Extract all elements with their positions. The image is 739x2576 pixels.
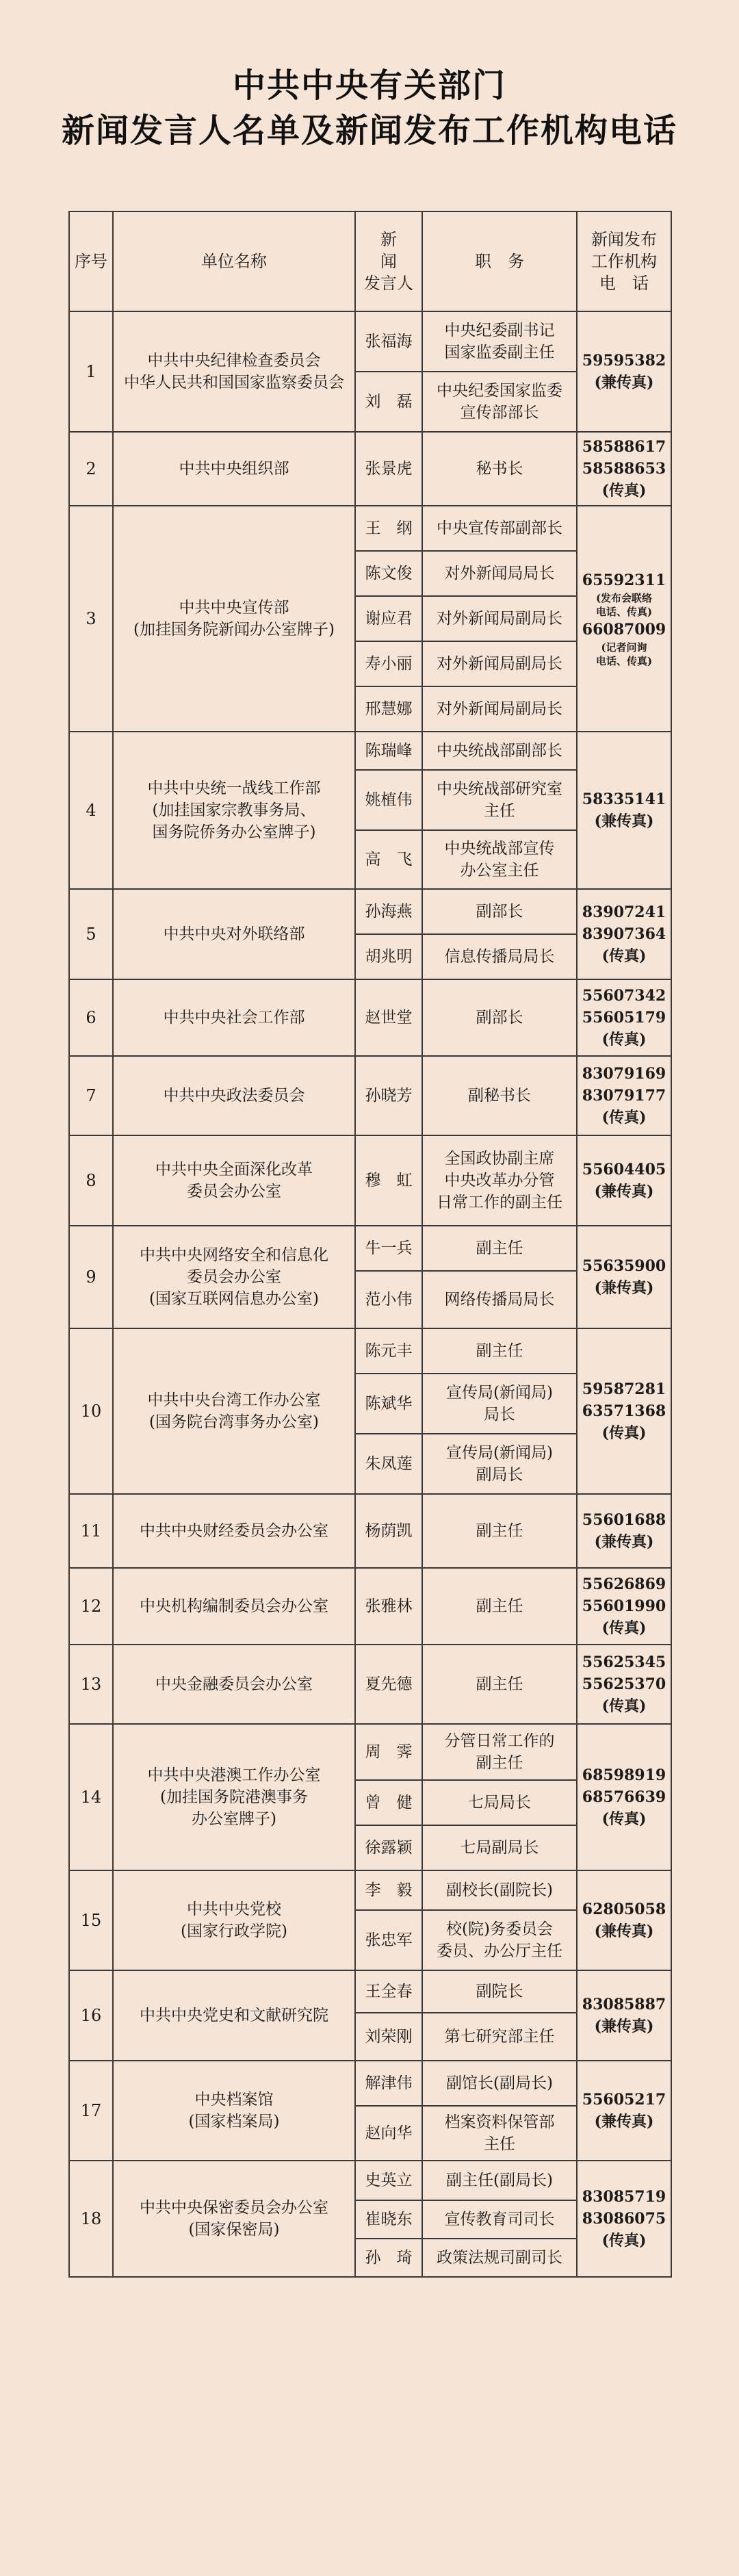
phone-line: (传真) xyxy=(601,2232,647,2250)
unit-name-line: 中共中央网络安全和信息化 xyxy=(140,1246,328,1264)
phone-line: 55604405 xyxy=(582,1161,666,1178)
speaker-name: 赵向华 xyxy=(355,2106,422,2161)
speaker-position xyxy=(422,1825,577,1870)
speaker-position xyxy=(422,1434,577,1494)
unit-name-line: 中共中央台湾工作办公室 xyxy=(147,1391,321,1409)
unit-name-line: 中央档案馆 xyxy=(194,2091,274,2109)
unit-name xyxy=(113,1056,355,1135)
phone-line: 83907241 xyxy=(582,903,666,921)
unit-name xyxy=(113,1494,355,1568)
speaker-name: 姚植伟 xyxy=(355,770,422,830)
speaker-position xyxy=(422,889,577,934)
phone-line: (兼传真) xyxy=(594,1922,654,1940)
speaker-name: 陈斌华 xyxy=(355,1374,422,1434)
phone-number xyxy=(577,1970,671,2061)
speaker-name: 刘荣刚 xyxy=(355,2013,422,2061)
speaker-name: 朱凤莲 xyxy=(355,1434,422,1494)
speaker-position xyxy=(422,1135,577,1226)
speaker-position xyxy=(422,1568,577,1645)
unit-name xyxy=(113,1970,355,2061)
unit-name-line: 委员会办公室 xyxy=(187,1268,281,1286)
phone-line: (兼传真) xyxy=(594,812,654,830)
speaker-position xyxy=(422,432,577,506)
speaker-position xyxy=(422,934,577,979)
row-index: 18 xyxy=(69,2161,113,2277)
speaker-position xyxy=(422,1494,577,1568)
table-row xyxy=(69,506,671,551)
header-phone-line: 工作机构 xyxy=(591,252,657,271)
speaker-position xyxy=(422,2200,577,2239)
table-row xyxy=(69,1226,671,1271)
header-speaker xyxy=(355,211,422,311)
header-speaker-line: 发言人 xyxy=(364,274,413,293)
speaker-name: 王全春 xyxy=(355,1970,422,2013)
phone-line: (传真) xyxy=(601,1697,647,1715)
position-line: 副主任(副局长) xyxy=(446,2172,553,2189)
phone-line: (传真) xyxy=(601,1424,647,1442)
unit-name-line: 中共中央全面深化改革 xyxy=(155,1161,313,1178)
position-line: 对外新闻局副局长 xyxy=(437,700,562,718)
position-line: 副主任 xyxy=(476,1754,523,1772)
speaker-position xyxy=(422,732,577,770)
phone-line: 55605179 xyxy=(582,1009,666,1027)
position-line: 对外新闻局局长 xyxy=(444,565,555,582)
unit-name-line: (国务院台湾事务办公室) xyxy=(149,1413,319,1431)
speaker-name: 解津伟 xyxy=(355,2061,422,2106)
speaker-name: 史英立 xyxy=(355,2161,422,2200)
speaker-name: 崔晓东 xyxy=(355,2200,422,2239)
row-index: 4 xyxy=(69,732,113,889)
spokesperson-table xyxy=(68,211,672,2278)
speaker-name: 王 纲 xyxy=(355,506,422,551)
unit-name-line: 中共中央纪律检查委员会 xyxy=(147,352,321,370)
table-row xyxy=(69,1870,671,1910)
speaker-name: 李 毅 xyxy=(355,1870,422,1910)
position-line: 信息传播局局长 xyxy=(444,948,555,966)
speaker-name: 夏先德 xyxy=(355,1645,422,1724)
row-index: 3 xyxy=(69,506,113,732)
position-line: 第七研究部主任 xyxy=(444,2028,555,2046)
phone-line: 58588617 xyxy=(582,438,666,456)
table-row xyxy=(69,2161,671,2200)
phone-line: 55601688 xyxy=(582,1511,666,1529)
table-row xyxy=(69,889,671,934)
position-line: 宣传局(新闻局) xyxy=(446,1444,553,1462)
position-line: 委员、办公厅主任 xyxy=(437,1942,562,1960)
position-line: 秘书长 xyxy=(476,460,523,478)
unit-name xyxy=(113,1568,355,1645)
row-index: 14 xyxy=(69,1724,113,1870)
speaker-name: 牛一兵 xyxy=(355,1226,422,1271)
row-index: 17 xyxy=(69,2061,113,2161)
unit-name-line: (加挂国务院港澳事务 xyxy=(160,1788,308,1806)
position-line: 主任 xyxy=(484,2135,515,2153)
phone-number xyxy=(577,2061,671,2161)
header-phone-line: 新闻发布 xyxy=(591,230,657,249)
position-line: 中央纪委副书记 xyxy=(444,322,555,339)
phone-number xyxy=(577,732,671,889)
phone-number xyxy=(577,311,671,432)
phone-number xyxy=(577,1568,671,1645)
unit-name-line: 中共中央政法委员会 xyxy=(163,1087,305,1105)
phone-line: (传真) xyxy=(601,1109,647,1126)
unit-name-line: 中共中央宣传部 xyxy=(179,599,289,617)
title-line-2: 新闻发言人名单及新闻发布工作机构电话 xyxy=(61,112,677,150)
position-line: 副主任 xyxy=(476,1675,523,1693)
row-index: 12 xyxy=(69,1568,113,1645)
table-row xyxy=(69,1724,671,1780)
speaker-position xyxy=(422,2106,577,2161)
speaker-position xyxy=(422,1870,577,1910)
speaker-position xyxy=(422,1374,577,1434)
phone-line: (传真) xyxy=(601,947,647,965)
phone-line: 电话、传真) xyxy=(595,606,653,618)
phone-number xyxy=(577,506,671,732)
position-line: 日常工作的副主任 xyxy=(437,1194,562,1211)
position-line: 国家监委副主任 xyxy=(444,344,555,361)
speaker-position xyxy=(422,641,577,686)
phone-line: (兼传真) xyxy=(594,1533,654,1551)
header-phone xyxy=(577,211,671,311)
speaker-position xyxy=(422,979,577,1056)
table-row xyxy=(69,1970,671,2013)
phone-line: 58335141 xyxy=(582,790,666,808)
table-row xyxy=(69,1568,671,1645)
unit-name-line: 中共中央港澳工作办公室 xyxy=(147,1766,321,1784)
table-row xyxy=(69,311,671,372)
unit-name xyxy=(113,311,355,432)
speaker-position xyxy=(422,1910,577,1970)
phone-line: (记者问询 xyxy=(601,641,647,654)
position-line: 主任 xyxy=(484,802,515,820)
speaker-name: 寿小丽 xyxy=(355,641,422,686)
speaker-position xyxy=(422,311,577,372)
table-row xyxy=(69,1494,671,1568)
position-line: 网络传播局局长 xyxy=(444,1291,555,1309)
header-speaker-line: 新 xyxy=(380,230,397,249)
speaker-position xyxy=(422,596,577,641)
speaker-name: 范小伟 xyxy=(355,1271,422,1328)
row-index: 1 xyxy=(69,311,113,432)
speaker-name: 周 霁 xyxy=(355,1724,422,1780)
speaker-name: 杨荫凯 xyxy=(355,1494,422,1568)
speaker-position xyxy=(422,2013,577,2061)
speaker-position xyxy=(422,2061,577,2106)
unit-name-line: 中共中央统一战线工作部 xyxy=(147,780,321,797)
position-line: 局长 xyxy=(484,1406,515,1424)
unit-name-line: (加挂国务院新闻办公室牌子) xyxy=(133,621,335,639)
position-line: 七局局长 xyxy=(468,1794,531,1812)
unit-name-line: 中华人民共和国国家监察委员会 xyxy=(124,374,344,391)
speaker-name: 孙 琦 xyxy=(355,2239,422,2277)
speaker-position xyxy=(422,1271,577,1328)
header-position: 职 务 xyxy=(422,211,577,311)
speaker-position xyxy=(422,1724,577,1780)
table-row xyxy=(69,2061,671,2106)
speaker-name: 张景虎 xyxy=(355,432,422,506)
table-row xyxy=(69,979,671,1056)
unit-name xyxy=(113,1724,355,1870)
unit-name-line: 中央金融委员会办公室 xyxy=(155,1675,313,1693)
phone-number xyxy=(577,432,671,506)
phone-line: 58588653 xyxy=(582,460,666,478)
unit-name-line: 中共中央社会工作部 xyxy=(163,1009,305,1027)
phone-line: 55635900 xyxy=(582,1257,666,1275)
phone-number xyxy=(577,889,671,979)
speaker-name: 张雅林 xyxy=(355,1568,422,1645)
phone-line: 电话、传真) xyxy=(595,655,653,667)
speaker-name: 孙海燕 xyxy=(355,889,422,934)
unit-name xyxy=(113,1328,355,1494)
phone-line: 55601990 xyxy=(582,1597,666,1615)
row-index: 9 xyxy=(69,1226,113,1328)
phone-number xyxy=(577,1724,671,1870)
unit-name-line: 中共中央对外联络部 xyxy=(163,925,305,943)
speaker-position xyxy=(422,1056,577,1135)
unit-name xyxy=(113,1870,355,1970)
unit-name-line: 中央机构编制委员会办公室 xyxy=(140,1597,328,1615)
unit-name-line: 中共中央党校 xyxy=(187,1901,281,1918)
row-index: 6 xyxy=(69,979,113,1056)
unit-name-line: 中共中央党史和文献研究院 xyxy=(140,2007,328,2024)
phone-line: 55625345 xyxy=(582,1653,666,1671)
speaker-position xyxy=(422,551,577,596)
phone-line: 65592311 xyxy=(582,571,666,589)
speaker-name: 谢应君 xyxy=(355,596,422,641)
row-index: 10 xyxy=(69,1328,113,1494)
unit-name-line: 中共中央组织部 xyxy=(179,460,289,478)
phone-line: (兼传真) xyxy=(594,1279,654,1297)
speaker-position xyxy=(422,1645,577,1724)
header-speaker-line: 闻 xyxy=(380,252,397,271)
position-line: 办公室主任 xyxy=(460,862,539,879)
position-line: 副秘书长 xyxy=(468,1087,531,1105)
position-line: 宣传局(新闻局) xyxy=(446,1384,553,1402)
speaker-position xyxy=(422,1970,577,2013)
position-line: 副主任 xyxy=(476,1597,523,1615)
speaker-name: 曾 健 xyxy=(355,1780,422,1825)
phone-number xyxy=(577,1494,671,1568)
table-row xyxy=(69,1056,671,1135)
position-line: 分管日常工作的 xyxy=(444,1732,555,1750)
speaker-position xyxy=(422,506,577,551)
position-line: 对外新闻局副局长 xyxy=(437,610,562,628)
speaker-name: 穆 虹 xyxy=(355,1135,422,1226)
row-index: 2 xyxy=(69,432,113,506)
position-line: 宣传教育司司长 xyxy=(444,2211,555,2228)
position-line: 七局副局长 xyxy=(460,1839,539,1857)
table-header-row xyxy=(69,211,671,311)
phone-line: 83085719 xyxy=(582,2188,666,2206)
phone-line: 63571368 xyxy=(582,1402,666,1420)
row-index: 11 xyxy=(69,1494,113,1568)
unit-name-line: (国家保密局) xyxy=(188,2221,280,2239)
speaker-name: 孙晓芳 xyxy=(355,1056,422,1135)
unit-name-line: (国家行政学院) xyxy=(181,1922,287,1940)
unit-name-line: (加挂国家宗教事务局、 xyxy=(152,801,316,819)
unit-name xyxy=(113,1226,355,1328)
position-line: 对外新闻局副局长 xyxy=(437,655,562,673)
phone-line: 83907364 xyxy=(582,925,666,943)
position-line: 副校长(副院长) xyxy=(446,1881,553,1899)
phone-number xyxy=(577,2161,671,2277)
position-line: 校(院)务委员会 xyxy=(446,1920,553,1938)
speaker-name: 赵世堂 xyxy=(355,979,422,1056)
speaker-position xyxy=(422,1328,577,1374)
phone-line: 68576639 xyxy=(582,1788,666,1806)
unit-name-line: 国务院侨务办公室牌子) xyxy=(152,823,316,841)
title-line-1: 中共中央有关部门 xyxy=(232,66,506,105)
phone-number xyxy=(577,1135,671,1226)
phone-number xyxy=(577,1328,671,1494)
table-row xyxy=(69,432,671,506)
position-line: 副部长 xyxy=(476,903,523,920)
speaker-name: 徐露颖 xyxy=(355,1825,422,1870)
phone-line: 83086075 xyxy=(582,2210,666,2228)
phone-line: (兼传真) xyxy=(594,1183,654,1200)
speaker-position xyxy=(422,2161,577,2200)
phone-line: (兼传真) xyxy=(594,2113,654,2130)
phone-line: (传真) xyxy=(601,1619,647,1637)
position-line: 中央改革办分管 xyxy=(444,1172,555,1189)
phone-number xyxy=(577,1056,671,1135)
phone-line: (传真) xyxy=(601,1031,647,1048)
unit-name-line: (国家互联网信息办公室) xyxy=(149,1290,319,1308)
phone-line: 83085887 xyxy=(582,1996,666,2013)
speaker-position xyxy=(422,830,577,889)
table-row xyxy=(69,1328,671,1374)
speaker-name: 张忠军 xyxy=(355,1910,422,1970)
speaker-name: 刘 磊 xyxy=(355,372,422,432)
row-index: 16 xyxy=(69,1970,113,2061)
unit-name xyxy=(113,979,355,1056)
header-index: 序号 xyxy=(69,211,113,311)
position-line: 副主任 xyxy=(476,1522,523,1540)
position-line: 全国政协副主席 xyxy=(444,1150,555,1168)
unit-name xyxy=(113,1135,355,1226)
unit-name xyxy=(113,889,355,979)
unit-name xyxy=(113,2061,355,2161)
speaker-name: 陈瑞峰 xyxy=(355,732,422,770)
speaker-position xyxy=(422,372,577,432)
row-index: 7 xyxy=(69,1056,113,1135)
speaker-position xyxy=(422,1226,577,1271)
phone-line: 66087009 xyxy=(582,621,666,639)
phone-line: (兼传真) xyxy=(594,374,654,391)
position-line: 副局长 xyxy=(476,1466,523,1484)
page-title xyxy=(0,63,739,153)
unit-name-line: (国家档案局) xyxy=(188,2113,280,2130)
table-row xyxy=(69,1645,671,1724)
table-body xyxy=(69,311,671,2277)
phone-line: (发布会联络 xyxy=(595,592,653,604)
row-index: 8 xyxy=(69,1135,113,1226)
phone-line: 59587281 xyxy=(582,1380,666,1398)
phone-line: 83079169 xyxy=(582,1065,666,1083)
unit-name-line: 办公室牌子) xyxy=(192,1810,276,1828)
phone-number xyxy=(577,1870,671,1970)
speaker-name: 张福海 xyxy=(355,311,422,372)
header-phone-line: 电 话 xyxy=(599,274,649,293)
speaker-name: 邢慧娜 xyxy=(355,686,422,732)
speaker-position xyxy=(422,2239,577,2277)
phone-line: 55625370 xyxy=(582,1675,666,1693)
phone-number xyxy=(577,979,671,1056)
speaker-name: 胡兆明 xyxy=(355,934,422,979)
position-line: 宣传部部长 xyxy=(460,404,539,422)
speaker-name: 陈元丰 xyxy=(355,1328,422,1374)
position-line: 中央统战部宣传 xyxy=(444,840,555,858)
speaker-position xyxy=(422,770,577,830)
position-line: 中央纪委国家监委 xyxy=(437,382,562,400)
phone-line: 59595382 xyxy=(582,352,666,370)
unit-name xyxy=(113,432,355,506)
unit-name xyxy=(113,2161,355,2277)
phone-line: 55626869 xyxy=(582,1575,666,1593)
position-line: 中央统战部副部长 xyxy=(437,742,562,760)
position-line: 副院长 xyxy=(476,1983,523,2000)
speaker-name: 高 飞 xyxy=(355,830,422,889)
header-unit: 单位名称 xyxy=(113,211,355,311)
table-row xyxy=(69,1135,671,1226)
position-line: 副主任 xyxy=(476,1342,523,1360)
phone-line: 62805058 xyxy=(582,1901,666,1918)
position-line: 档案资料保管部 xyxy=(444,2113,555,2131)
position-line: 中央宣传部副部长 xyxy=(437,519,562,537)
phone-line: 55607342 xyxy=(582,987,666,1005)
unit-name xyxy=(113,506,355,732)
phone-line: 68598919 xyxy=(582,1766,666,1784)
position-line: 中央统战部研究室 xyxy=(437,780,562,798)
speaker-position xyxy=(422,1780,577,1825)
phone-number xyxy=(577,1226,671,1328)
position-line: 政策法规司副司长 xyxy=(437,2249,562,2267)
row-index: 15 xyxy=(69,1870,113,1970)
unit-name-line: 委员会办公室 xyxy=(187,1183,281,1200)
row-index: 5 xyxy=(69,889,113,979)
position-line: 副部长 xyxy=(476,1009,523,1027)
row-index: 13 xyxy=(69,1645,113,1724)
speaker-position xyxy=(422,686,577,732)
phone-line: (传真) xyxy=(601,1810,647,1828)
speaker-name: 陈文俊 xyxy=(355,551,422,596)
phone-number xyxy=(577,1645,671,1724)
unit-name xyxy=(113,1645,355,1724)
phone-line: (兼传真) xyxy=(594,2018,654,2035)
position-line: 副馆长(副局长) xyxy=(446,2074,553,2092)
phone-line: 55605217 xyxy=(582,2091,666,2109)
table-row xyxy=(69,732,671,770)
unit-name-line: 中共中央财经委员会办公室 xyxy=(140,1522,328,1540)
phone-line: (传真) xyxy=(601,482,647,500)
unit-name-line: 中共中央保密委员会办公室 xyxy=(140,2199,328,2217)
unit-name xyxy=(113,732,355,889)
phone-line: 83079177 xyxy=(582,1087,666,1105)
position-line: 副主任 xyxy=(476,1239,523,1257)
